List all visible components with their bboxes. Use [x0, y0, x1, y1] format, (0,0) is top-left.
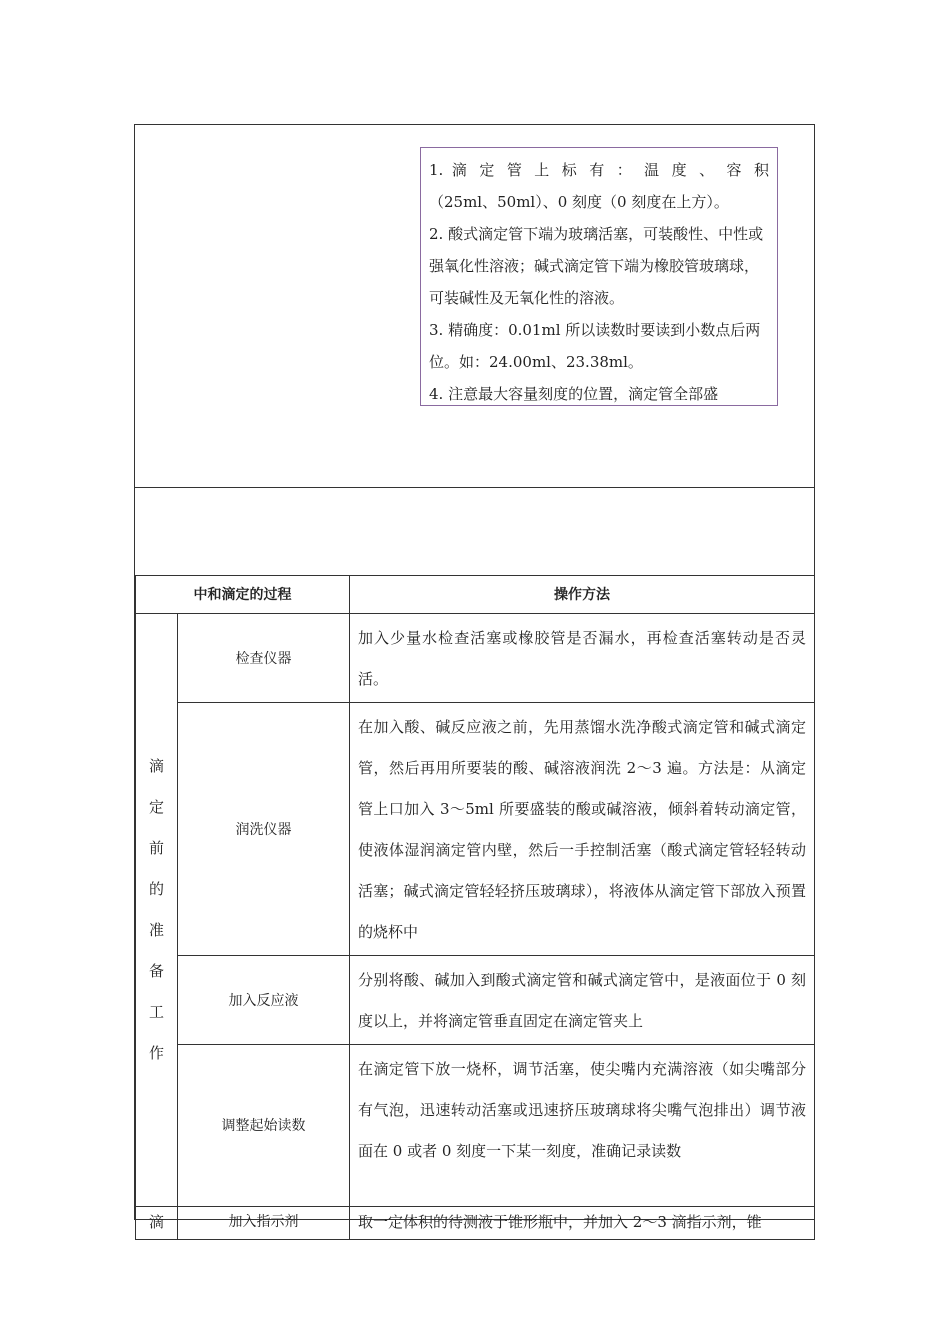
- stage-char: 备: [148, 961, 164, 980]
- note-line: （25ml、50ml）、0 刻度（0 刻度在上方）。: [429, 193, 729, 211]
- stage-char: 准: [148, 920, 164, 939]
- header-method: 操作方法: [350, 576, 815, 613]
- table-row: [136, 702, 815, 955]
- top-section: [135, 125, 814, 488]
- stage-titration: [136, 1206, 178, 1239]
- stage-char: 前: [148, 838, 164, 857]
- step-name: 加入反应液: [178, 955, 350, 1044]
- stage-char: 滴: [148, 756, 164, 775]
- step-description: 取一定体积的待测液于锥形瓶中，并加入 2～3 滴指示剂，锥: [350, 1206, 815, 1239]
- note-line: 3. 精确度：0.01ml 所以读数时要读到小数点后两位。如：24.00ml、23.38ml。: [429, 321, 761, 371]
- stage-char: 定: [148, 797, 164, 816]
- table-row: [136, 1206, 815, 1239]
- step-description: 在加入酸、碱反应液之前，先用蒸馏水洗净酸式滴定管和碱式滴定管，然后再用所要装的酸、碱溶液润洗 2～3 遍。方法是：从滴定管上口加入 3～5ml 所要盛装的酸或碱溶液，倾斜着转动滴定管，使液体湿润滴定管内壁，然后一手控制活塞（酸式滴定管轻轻转动活塞；碱式滴定管轻轻挤压玻璃球），将液体从滴定管下部放入预置的烧杯中: [350, 702, 815, 955]
- note-line: 4. 注意最大容量刻度的位置，滴定管全部盛: [429, 385, 719, 403]
- table-row: [136, 1044, 815, 1206]
- titration-procedure-table: [135, 576, 815, 1240]
- stage-char: 滴: [148, 1212, 164, 1231]
- step-description: 分别将酸、碱加入到酸式滴定管和碱式滴定管中，是液面位于 0 刻度以上，并将滴定管垂直固定在滴定管夹上: [350, 955, 815, 1044]
- header-process: 中和滴定的过程: [136, 576, 350, 613]
- stage-char: 工: [148, 1002, 164, 1021]
- stage-pre-titration-prep: [136, 613, 178, 1206]
- step-name: 检查仪器: [178, 613, 350, 702]
- note-line: 2. 酸式滴定管下端为玻璃活塞，可装酸性、中性或强氧化性溶液；碱式滴定管下端为橡胶管玻璃球，可装碱性及无氧化性的溶液。: [429, 225, 764, 307]
- stage-char: 的: [148, 879, 164, 898]
- stage-char: 作: [148, 1043, 164, 1062]
- note-line: 1. 滴 定 管 上 标 有 ： 温 度 、 容 积: [429, 161, 769, 179]
- step-description: 在滴定管下放一烧杯，调节活塞，使尖嘴内充满溶液（如尖嘴部分有气泡，迅速转动活塞或迅速挤压玻璃球将尖嘴气泡排出）调节液面在 0 或者 0 刻度一下某一刻度，准确记录读数: [350, 1044, 815, 1206]
- step-name: 调整起始读数: [178, 1044, 350, 1206]
- table-header-row: [136, 576, 815, 613]
- table-row: [136, 955, 815, 1044]
- step-description: 加入少量水检查活塞或橡胶管是否漏水，再检查活塞转动是否灵活。: [350, 613, 815, 702]
- step-name: 润洗仪器: [178, 702, 350, 955]
- burette-notes-box: [420, 147, 778, 406]
- blank-section: [135, 488, 814, 576]
- document-frame: [134, 124, 815, 1231]
- table-row: [136, 613, 815, 702]
- step-name: 加入指示剂: [178, 1206, 350, 1239]
